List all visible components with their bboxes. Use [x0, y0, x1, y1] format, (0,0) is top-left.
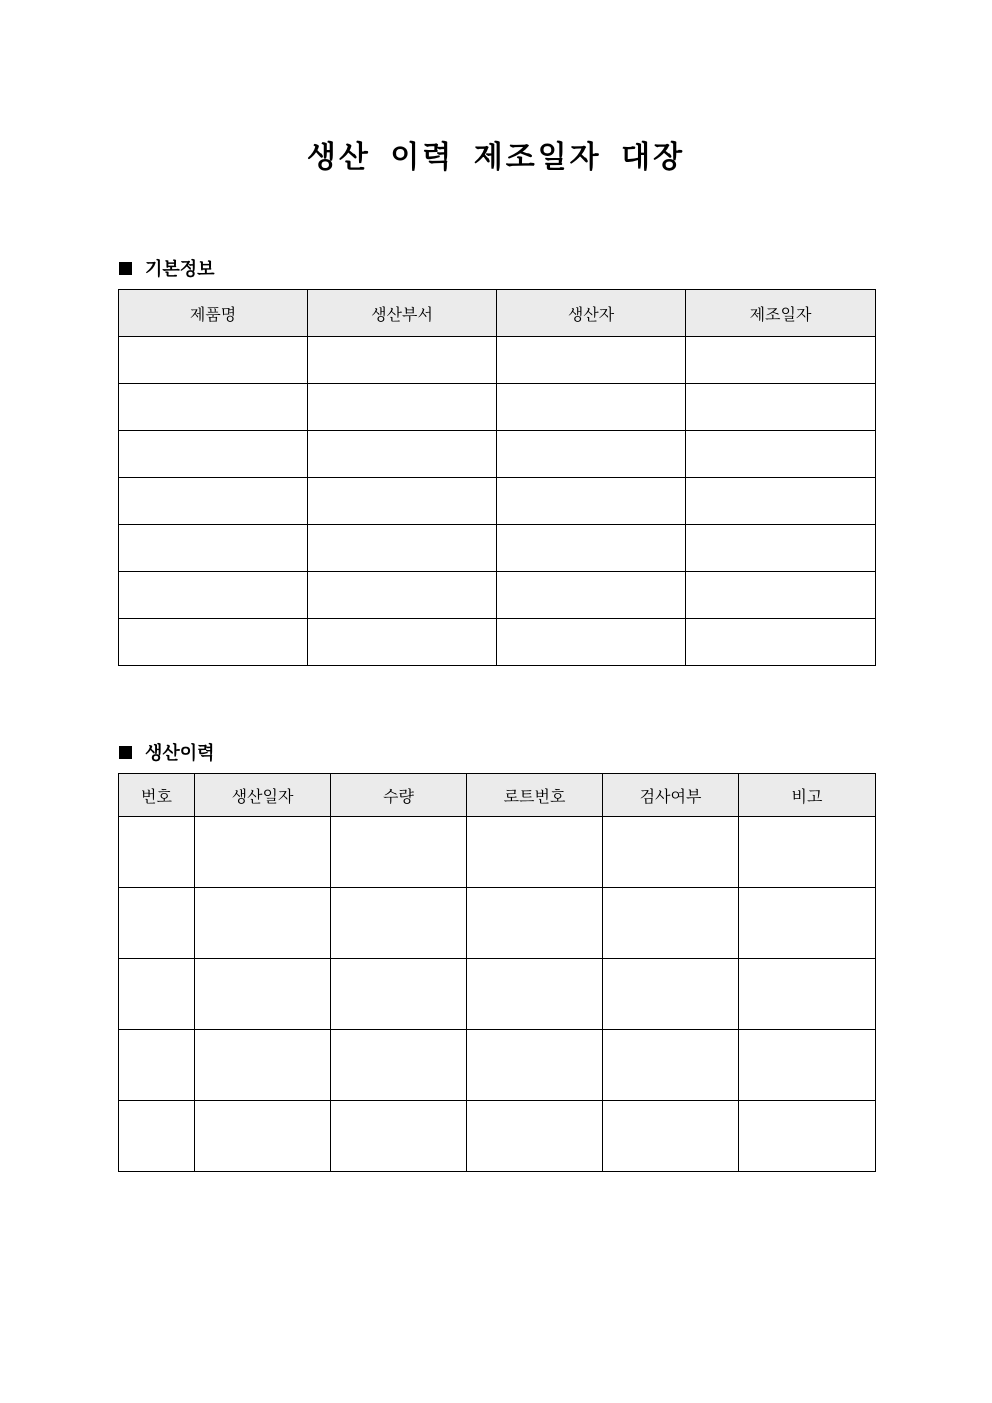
table-row: [119, 1030, 876, 1101]
table-cell[interactable]: [739, 959, 876, 1030]
table-cell[interactable]: [119, 478, 308, 525]
table-cell[interactable]: [739, 1030, 876, 1101]
table-cell[interactable]: [119, 1030, 195, 1101]
table-cell[interactable]: [331, 1030, 467, 1101]
basic-info-heading: [119, 255, 215, 281]
basic-info-heading-label: 기본정보: [145, 259, 215, 280]
table-cell[interactable]: [308, 337, 497, 384]
table-cell[interactable]: [686, 572, 876, 619]
table-cell[interactable]: [467, 1101, 603, 1172]
table-cell[interactable]: [119, 959, 195, 1030]
table-cell[interactable]: [119, 384, 308, 431]
column-header-manufacture-date: 제조일자: [686, 290, 876, 337]
production-history-header-row: [119, 774, 876, 817]
table-cell[interactable]: [739, 1101, 876, 1172]
document-title: 생산 이력 제조일자 대장: [306, 140, 686, 175]
table-cell[interactable]: [497, 384, 686, 431]
table-cell[interactable]: [686, 337, 876, 384]
table-cell[interactable]: [308, 431, 497, 478]
table-cell[interactable]: [467, 888, 603, 959]
table-cell[interactable]: [119, 619, 308, 666]
table-cell[interactable]: [195, 959, 331, 1030]
table-cell[interactable]: [739, 888, 876, 959]
table-row: [119, 478, 876, 525]
table-cell[interactable]: [195, 1030, 331, 1101]
table-cell[interactable]: [195, 1101, 331, 1172]
table-row: [119, 431, 876, 478]
table-cell[interactable]: [331, 1101, 467, 1172]
table-cell[interactable]: [467, 817, 603, 888]
table-cell[interactable]: [308, 525, 497, 572]
table-cell[interactable]: [686, 384, 876, 431]
table-cell[interactable]: [497, 337, 686, 384]
table-row: [119, 525, 876, 572]
table-cell[interactable]: [119, 1101, 195, 1172]
production-history-heading-label: 생산이력: [145, 743, 215, 764]
table-cell[interactable]: [331, 888, 467, 959]
production-history-heading: [119, 739, 215, 765]
table-cell[interactable]: [119, 431, 308, 478]
table-row: [119, 959, 876, 1030]
column-header-product-name: 제품명: [119, 290, 308, 337]
table-cell[interactable]: [739, 817, 876, 888]
table-cell[interactable]: [603, 817, 739, 888]
table-row: [119, 384, 876, 431]
table-row: [119, 817, 876, 888]
table-row: [119, 572, 876, 619]
table-cell[interactable]: [308, 384, 497, 431]
table-cell[interactable]: [308, 478, 497, 525]
production-history-table: [118, 773, 876, 1172]
table-cell[interactable]: [686, 431, 876, 478]
table-cell[interactable]: [119, 337, 308, 384]
table-cell[interactable]: [497, 431, 686, 478]
table-cell[interactable]: [497, 478, 686, 525]
column-header-production-dept: 생산부서: [308, 290, 497, 337]
table-cell[interactable]: [331, 959, 467, 1030]
table-cell[interactable]: [119, 525, 308, 572]
table-cell[interactable]: [603, 1101, 739, 1172]
table-cell[interactable]: [686, 525, 876, 572]
basic-info-header-row: [119, 290, 876, 337]
table-cell[interactable]: [119, 888, 195, 959]
table-cell[interactable]: [686, 619, 876, 666]
table-cell[interactable]: [603, 1030, 739, 1101]
table-cell[interactable]: [497, 619, 686, 666]
table-cell[interactable]: [331, 817, 467, 888]
column-header-production-date: 생산일자: [195, 774, 331, 817]
table-cell[interactable]: [119, 817, 195, 888]
table-cell[interactable]: [497, 572, 686, 619]
square-bullet-icon: [119, 746, 132, 759]
table-cell[interactable]: [308, 619, 497, 666]
table-row: [119, 888, 876, 959]
column-header-quantity: 수량: [331, 774, 467, 817]
basic-info-table: [118, 289, 876, 666]
table-cell[interactable]: [467, 959, 603, 1030]
table-cell[interactable]: [195, 888, 331, 959]
table-cell[interactable]: [686, 478, 876, 525]
column-header-remarks: 비고: [739, 774, 876, 817]
table-cell[interactable]: [119, 572, 308, 619]
square-bullet-icon: [119, 262, 132, 275]
column-header-number: 번호: [119, 774, 195, 817]
table-row: [119, 337, 876, 384]
table-cell[interactable]: [603, 959, 739, 1030]
table-row: [119, 619, 876, 666]
table-cell[interactable]: [603, 888, 739, 959]
column-header-inspection-status: 검사여부: [603, 774, 739, 817]
column-header-lot-number: 로트번호: [467, 774, 603, 817]
table-cell[interactable]: [497, 525, 686, 572]
table-cell[interactable]: [195, 817, 331, 888]
table-cell[interactable]: [467, 1030, 603, 1101]
column-header-producer: 생산자: [497, 290, 686, 337]
table-cell[interactable]: [308, 572, 497, 619]
table-row: [119, 1101, 876, 1172]
